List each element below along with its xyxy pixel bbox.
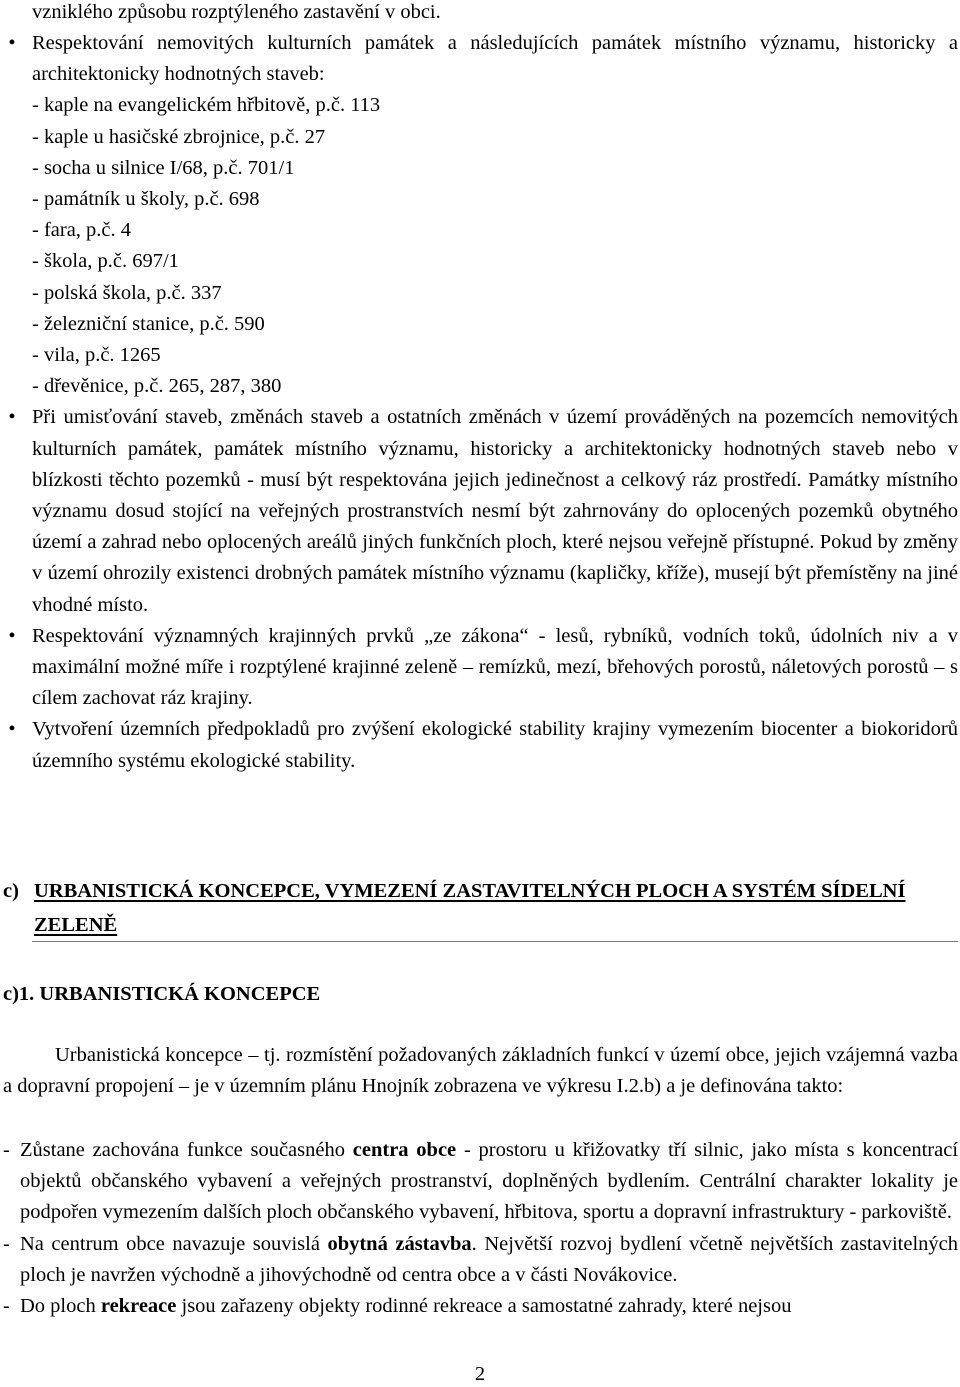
- intro-paragraph: [3, 1040, 958, 1102]
- list-item: - kaple u hasičské zbrojnice, p.č. 27: [32, 125, 326, 148]
- list-item: - škola, p.č. 697/1: [32, 250, 179, 273]
- bold-term: centra obce: [352, 1139, 457, 1161]
- bullet-text: Při umisťování staveb, změnách staveb a ostatních změnách v území prováděných na pozemcích nemovitých kulturních památek, památek místního významu, historicky a architektonicky hodnotných staveb nebo v blízkosti těchto pozemků - musí být respektována jejich jedinečnost a celkový ráz prostředí. Památky místního významu dosud stojící na veřejných prostranstvích nesmí být zahrnovány do oplocených pozemků obytného území a zahrad nebo oplocených areálů jiných funkčních ploch, které nejsou veřejně přístupné. Pokud by změny v území ohrozily existenci drobných památek místního významu (kapličky, kříže), musejí být přemístěny na jiné vhodné místo.: [32, 406, 958, 616]
- list-item: - železniční stanice, p.č. 590: [32, 312, 265, 335]
- bullet-text: Respektování nemovitých kulturních památek a následujících památek místního významu, historicky a architektonicky hodnotných staveb:: [32, 32, 958, 86]
- section-heading-c: [3, 874, 958, 942]
- section-divider: [32, 941, 958, 942]
- bullet-icon: •: [8, 718, 16, 741]
- section-letter: c): [3, 880, 19, 902]
- list-item: - památník u školy, p.č. 698: [32, 188, 260, 211]
- bullet-list: [0, 28, 960, 777]
- list-item: - socha u silnice I/68, p.č. 701/1: [32, 156, 295, 179]
- list-item: - vila, p.č. 1265: [32, 344, 161, 367]
- bullet-text: Respektování významných krajinných prvků „ze zákona“ - lesů, rybníků, vodních toků, údolních niv a v maximální možné míře i rozptýlené krajinné zeleně – remízků, mezí, břehových porostů, náletových porostů – s cílem zachovat ráz krajiny.: [32, 624, 958, 710]
- subsection-heading-c1: c)1. URBANISTICKÁ KONCEPCE: [3, 983, 321, 1005]
- bold-term: obytná zástavba: [327, 1232, 472, 1255]
- list-item: - polská škola, p.č. 337: [32, 281, 222, 304]
- list-item: - dřevěnice, p.č. 265, 287, 380: [32, 375, 282, 398]
- list-item: - Do ploch rekreace jsou zařazeny objekty rodinné rekreace a samostatné zahrady, které nejsou: [3, 1295, 792, 1318]
- bullet-icon: •: [8, 624, 16, 647]
- continued-text-line: vzniklého způsobu rozptýleného zastavění v obci.: [32, 1, 441, 23]
- bullet-icon: •: [8, 406, 16, 429]
- list-item: - fara, p.č. 4: [32, 219, 132, 242]
- bullet-icon: •: [8, 32, 16, 54]
- paragraph-text: Urbanistická koncepce – tj. rozmístění požadovaných základních funkcí v území obce, jejich vzájemná vazba a dopravní propojení – je v územním plánu Hnojník zobrazena ve výkresu I.2.b) a je definována takto:: [3, 1044, 958, 1098]
- monument-list: [32, 90, 958, 402]
- list-item: - Na centrum obce navazuje souvislá obytná zástavba. Největší rozvoj bydlení včetně největších zastavitelných ploch je navržen východně a jihovýchodně od centra obce a v části Novákovice.: [3, 1232, 958, 1286]
- bullet-item-landscape: [0, 621, 960, 715]
- bullet-item-monuments: [0, 28, 960, 402]
- section-title: URBANISTICKÁ KONCEPCE, VYMEZENÍ ZASTAVITELNÝCH PLOCH A SYSTÉM SÍDELNÍ ZELENĚ: [34, 880, 906, 936]
- page-number: 2: [474, 1363, 486, 1385]
- bullet-item-construction: [0, 402, 960, 620]
- list-item: - Zůstane zachována funkce současného centra obce - prostoru u křižovatky tří silnic, jako místa s koncentrací objektů občanského vybavení a veřejných prostranství, doplněných bydlením. Centrální charakter lokality je podpořen vymezením dalších ploch občanského vybavení, hřbitova, sportu a dopravní infrastruktury - parkoviště.: [3, 1139, 959, 1224]
- bullet-item-ecology: [0, 714, 960, 776]
- bold-term: rekreace: [100, 1295, 177, 1318]
- bullet-text: Vytvoření územních předpokladů pro zvýšení ekologické stability krajiny vymezením biocenter a biokoridorů územního systému ekologické stability.: [32, 718, 958, 772]
- dash-list: [3, 1135, 958, 1322]
- list-item: - kaple na evangelickém hřbitově, p.č. 113: [32, 94, 381, 117]
